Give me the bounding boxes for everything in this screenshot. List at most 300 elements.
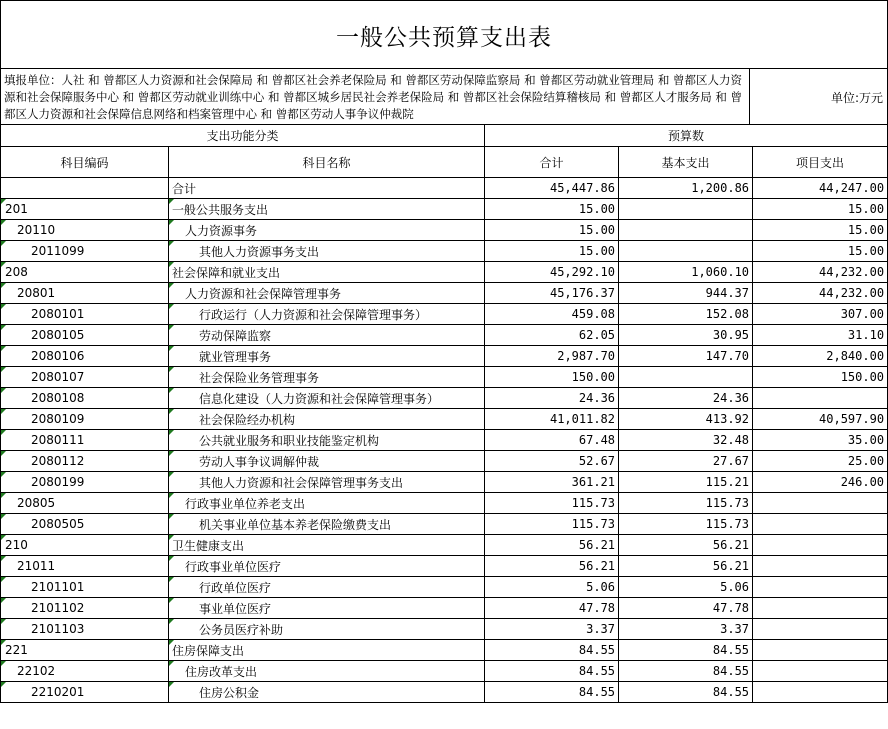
row-code-text: 2080199 [31,475,85,489]
row-total [485,178,619,199]
table-row [1,535,888,556]
row-name [169,367,485,388]
row-total [485,556,619,577]
header-code: 科目编码 [1,147,169,178]
row-name-text: 劳动保障监察 [199,328,272,343]
cell-marker-icon [1,535,6,540]
row-total [485,514,619,535]
cell-marker-icon [169,535,174,540]
row-basic [619,178,753,199]
row-project [753,241,888,262]
row-basic-text: 27.67 [712,454,750,468]
row-name [169,472,485,493]
row-basic [619,367,753,388]
row-project-text: 44,247.00 [819,181,885,195]
row-code-text: 221 [5,643,28,657]
row-code-text: 2080111 [31,433,85,447]
row-total [485,367,619,388]
row-total-text: 52.67 [578,454,616,468]
row-code [1,535,169,556]
row-basic [619,241,753,262]
row-total [485,304,619,325]
cell-marker-icon [1,661,6,666]
row-total [485,535,619,556]
row-code-text: 201 [5,202,28,216]
row-total-text: 2,987.70 [557,349,616,363]
row-project-text: 2,840.00 [826,349,885,363]
row-name [169,241,485,262]
row-name [169,577,485,598]
cell-marker-icon [169,304,174,309]
row-project [753,220,888,241]
row-total [485,598,619,619]
row-name [169,262,485,283]
row-name [169,346,485,367]
row-basic [619,682,753,703]
row-code [1,325,169,346]
row-code [1,451,169,472]
row-project [753,640,888,661]
row-project [753,367,888,388]
row-total [485,640,619,661]
row-project [753,682,888,703]
header-budget: 预算数 [485,125,888,147]
row-basic [619,430,753,451]
row-total-text: 459.08 [571,307,616,321]
row-project [753,346,888,367]
cell-marker-icon [1,682,6,687]
row-name [169,178,485,199]
row-code-text: 210 [5,538,28,552]
row-basic-text: 56.21 [712,559,750,573]
row-project-text: 25.00 [847,454,885,468]
row-total [485,409,619,430]
row-name [169,682,485,703]
row-name [169,535,485,556]
cell-marker-icon [1,262,6,267]
table-row [1,640,888,661]
row-basic-text: 115.73 [705,496,750,510]
row-code [1,388,169,409]
row-basic [619,535,753,556]
row-total [485,241,619,262]
row-basic [619,514,753,535]
row-total [485,325,619,346]
row-code [1,640,169,661]
row-code-text: 22102 [17,664,56,678]
row-code [1,493,169,514]
cell-marker-icon [1,619,6,624]
row-total-text: 5.06 [586,580,616,594]
cell-marker-icon [1,472,6,477]
cell-marker-icon [1,325,6,330]
row-code-text: 2080109 [31,412,85,426]
row-name-text: 就业管理事务 [199,349,272,364]
row-code-text: 2080112 [31,454,85,468]
row-project-text: 44,232.00 [819,286,885,300]
row-code [1,682,169,703]
header-name: 科目名称 [169,147,485,178]
row-project [753,430,888,451]
row-total-text: 15.00 [578,244,616,258]
row-total-text: 41,011.82 [549,412,616,426]
row-project [753,178,888,199]
row-name [169,199,485,220]
row-code-text: 2080108 [31,391,85,405]
row-code-text: 2080505 [31,517,85,531]
row-name-text: 行政单位医疗 [199,580,272,595]
row-code-text: 2210201 [31,685,85,699]
row-code [1,262,169,283]
header-basic: 基本支出 [619,147,753,178]
cell-marker-icon [169,262,174,267]
row-basic [619,493,753,514]
row-name-text: 住房公积金 [199,685,260,700]
row-name [169,493,485,514]
row-name [169,409,485,430]
cell-marker-icon [1,493,6,498]
row-name [169,451,485,472]
cell-marker-icon [1,367,6,372]
row-basic-text: 5.06 [720,580,750,594]
row-project [753,556,888,577]
row-project [753,262,888,283]
row-code [1,283,169,304]
cell-marker-icon [1,430,6,435]
info-row [0,68,888,125]
cell-marker-icon [169,619,174,624]
row-name [169,514,485,535]
row-code [1,556,169,577]
row-total [485,430,619,451]
row-name-text: 合计 [172,181,197,196]
row-project [753,388,888,409]
row-total-text: 56.21 [578,538,616,552]
row-name-text: 一般公共服务支出 [172,202,269,217]
row-code-text: 21011 [17,559,56,573]
table-row [1,409,888,430]
row-basic [619,409,753,430]
row-project [753,598,888,619]
table-row [1,430,888,451]
header-function-class: 支出功能分类 [1,125,485,147]
row-code [1,430,169,451]
cell-marker-icon [1,388,6,393]
row-basic-text: 84.55 [712,685,750,699]
row-total [485,262,619,283]
table-row [1,220,888,241]
row-name [169,661,485,682]
row-basic [619,388,753,409]
table-row [1,514,888,535]
cell-marker-icon [169,388,174,393]
row-name-text: 其他人力资源事务支出 [199,244,320,259]
row-name [169,325,485,346]
row-code-text: 2101103 [31,622,85,636]
cell-marker-icon [169,451,174,456]
cell-marker-icon [169,367,174,372]
row-code-text: 20801 [17,286,56,300]
row-name-text: 人力资源事务 [185,223,258,238]
row-code [1,409,169,430]
cell-marker-icon [169,199,174,204]
row-code-text: 2080106 [31,349,85,363]
row-project [753,283,888,304]
row-total [485,493,619,514]
row-total [485,388,619,409]
cell-marker-icon [169,682,174,687]
row-name [169,556,485,577]
row-total-text: 56.21 [578,559,616,573]
table-row [1,367,888,388]
row-code [1,598,169,619]
row-name-text: 事业单位医疗 [199,601,272,616]
row-basic-text: 84.55 [712,643,750,657]
row-name-text: 劳动人事争议调解仲裁 [199,454,320,469]
row-name-text: 社会保险经办机构 [199,412,296,427]
cell-marker-icon [169,409,174,414]
row-total-text: 45,292.10 [549,265,616,279]
cell-marker-icon [169,241,174,246]
row-project-text: 15.00 [847,202,885,216]
row-basic-text: 115.21 [705,475,750,489]
row-basic [619,472,753,493]
table-row [1,451,888,472]
row-total-text: 84.55 [578,664,616,678]
row-code-text: 2101102 [31,601,85,615]
row-name [169,283,485,304]
cell-marker-icon [1,304,6,309]
row-name-text: 住房保障支出 [172,643,245,658]
table-row [1,388,888,409]
cell-marker-icon [1,556,6,561]
table-row [1,598,888,619]
row-code-text: 20110 [17,223,56,237]
row-total-text: 84.55 [578,685,616,699]
row-basic [619,577,753,598]
cell-marker-icon [1,451,6,456]
row-basic [619,325,753,346]
cell-marker-icon [169,472,174,477]
row-total [485,451,619,472]
row-total-text: 115.73 [571,517,616,531]
row-code-text: 208 [5,265,28,279]
cell-marker-icon [169,346,174,351]
row-project [753,514,888,535]
cell-marker-icon [169,493,174,498]
row-basic [619,556,753,577]
row-name [169,598,485,619]
row-total-text: 45,447.86 [549,181,616,195]
row-project [753,661,888,682]
row-total-text: 62.05 [578,328,616,342]
row-name-text: 机关事业单位基本养老保险缴费支出 [199,517,392,532]
row-basic [619,199,753,220]
row-code [1,304,169,325]
row-project [753,199,888,220]
row-total-text: 15.00 [578,223,616,237]
row-total [485,220,619,241]
row-total-text: 15.00 [578,202,616,216]
row-basic-text: 1,060.10 [691,265,750,279]
row-total [485,199,619,220]
row-total [485,472,619,493]
cell-marker-icon [1,409,6,414]
row-basic [619,220,753,241]
row-total [485,661,619,682]
table-row [1,493,888,514]
row-basic [619,598,753,619]
row-basic [619,661,753,682]
cell-marker-icon [1,283,6,288]
row-name [169,388,485,409]
row-project [753,535,888,556]
row-project [753,577,888,598]
row-code-text: 2080107 [31,370,85,384]
table-row [1,262,888,283]
row-total-text: 45,176.37 [549,286,616,300]
row-code [1,619,169,640]
cell-marker-icon [1,640,6,645]
table-row [1,472,888,493]
row-total-text: 150.00 [571,370,616,384]
row-basic [619,640,753,661]
row-total [485,283,619,304]
cell-marker-icon [169,514,174,519]
cell-marker-icon [1,220,6,225]
row-name-text: 卫生健康支出 [172,538,245,553]
row-project [753,409,888,430]
reporting-unit: 填报单位：人社 和 曾都区人力资源和社会保障局 和 曾都区社会养老保险局 和 曾都区劳动保障监察局 和 曾都区劳动就业管理局 和 曾都区人力资源和社会保障服务中心 和 曾都区劳动就业训练中心 和 曾都区城乡居民社会养老保险局 和 曾都区社会保险结算稽核局 和 曾都区人才服务局 和 曾都区人力资源和社会保障信息网络和档案管理中心 和 曾都区劳动人事争议仲裁院 [1,69,750,125]
row-basic-text: 115.73 [705,517,750,531]
row-basic [619,451,753,472]
row-basic [619,262,753,283]
cell-marker-icon [169,220,174,225]
row-code [1,220,169,241]
row-code [1,199,169,220]
row-code-text: 20805 [17,496,56,510]
cell-marker-icon [1,514,6,519]
row-basic-text: 1,200.86 [691,181,750,195]
row-basic-text: 944.37 [705,286,750,300]
row-name-text: 行政事业单位医疗 [185,559,282,574]
row-project-text: 15.00 [847,244,885,258]
row-project [753,304,888,325]
row-project-text: 150.00 [840,370,885,384]
row-total-text: 24.36 [578,391,616,405]
row-name [169,619,485,640]
row-code [1,661,169,682]
row-total-text: 361.21 [571,475,616,489]
row-name [169,304,485,325]
table-row [1,661,888,682]
row-project [753,472,888,493]
cell-marker-icon [169,556,174,561]
row-code-text: 2080101 [31,307,85,321]
title-row [0,0,888,69]
cell-marker-icon [1,199,6,204]
row-project-text: 40,597.90 [819,412,885,426]
table-row [1,325,888,346]
row-total [485,577,619,598]
table-row [1,283,888,304]
header-row-1 [1,125,888,147]
row-project-text: 35.00 [847,433,885,447]
budget-table [0,124,888,703]
row-project [753,325,888,346]
row-name-text: 行政事业单位养老支出 [185,496,306,511]
row-name-text: 公共就业服务和职业技能鉴定机构 [199,433,380,448]
cell-marker-icon [169,598,174,603]
cell-marker-icon [169,430,174,435]
row-name-text: 公务员医疗补助 [199,622,284,637]
row-name [169,430,485,451]
row-total-text: 47.78 [578,601,616,615]
page-title: 一般公共预算支出表 [336,24,552,51]
row-basic [619,304,753,325]
table-row [1,577,888,598]
row-project [753,493,888,514]
row-basic-text: 152.08 [705,307,750,321]
table-row [1,304,888,325]
cell-marker-icon [169,283,174,288]
row-project [753,619,888,640]
row-basic [619,619,753,640]
cell-marker-icon [169,325,174,330]
row-basic-text: 147.70 [705,349,750,363]
row-name [169,220,485,241]
row-name-text: 社会保障和就业支出 [172,265,281,280]
row-code [1,241,169,262]
row-basic-text: 24.36 [712,391,750,405]
row-name-text: 其他人力资源和社会保障管理事务支出 [199,475,404,490]
row-code-text: 2080105 [31,328,85,342]
cell-marker-icon [169,640,174,645]
table-row [1,199,888,220]
row-name-text: 人力资源和社会保障管理事务 [185,286,342,301]
row-name-text: 信息化建设（人力资源和社会保障管理事务） [199,391,440,406]
cell-marker-icon [1,241,6,246]
row-name-text: 住房改革支出 [185,664,258,679]
row-code [1,178,169,199]
row-project-text: 246.00 [840,475,885,489]
row-basic-text: 56.21 [712,538,750,552]
row-code [1,514,169,535]
row-total-text: 84.55 [578,643,616,657]
row-code-text: 2011099 [31,244,85,258]
header-total: 合计 [485,147,619,178]
row-total [485,682,619,703]
row-code-text: 2101101 [31,580,85,594]
cell-marker-icon [1,577,6,582]
row-basic-text: 47.78 [712,601,750,615]
row-basic-text: 30.95 [712,328,750,342]
table-row [1,682,888,703]
row-total-text: 115.73 [571,496,616,510]
row-project [753,451,888,472]
table-row [1,619,888,640]
row-name [169,640,485,661]
table-row [1,556,888,577]
cell-marker-icon [1,346,6,351]
table-row [1,178,888,199]
row-project-text: 307.00 [840,307,885,321]
row-basic [619,346,753,367]
cell-marker-icon [1,598,6,603]
header-row-2 [1,147,888,178]
table-body [1,178,888,703]
row-total-text: 3.37 [586,622,616,636]
